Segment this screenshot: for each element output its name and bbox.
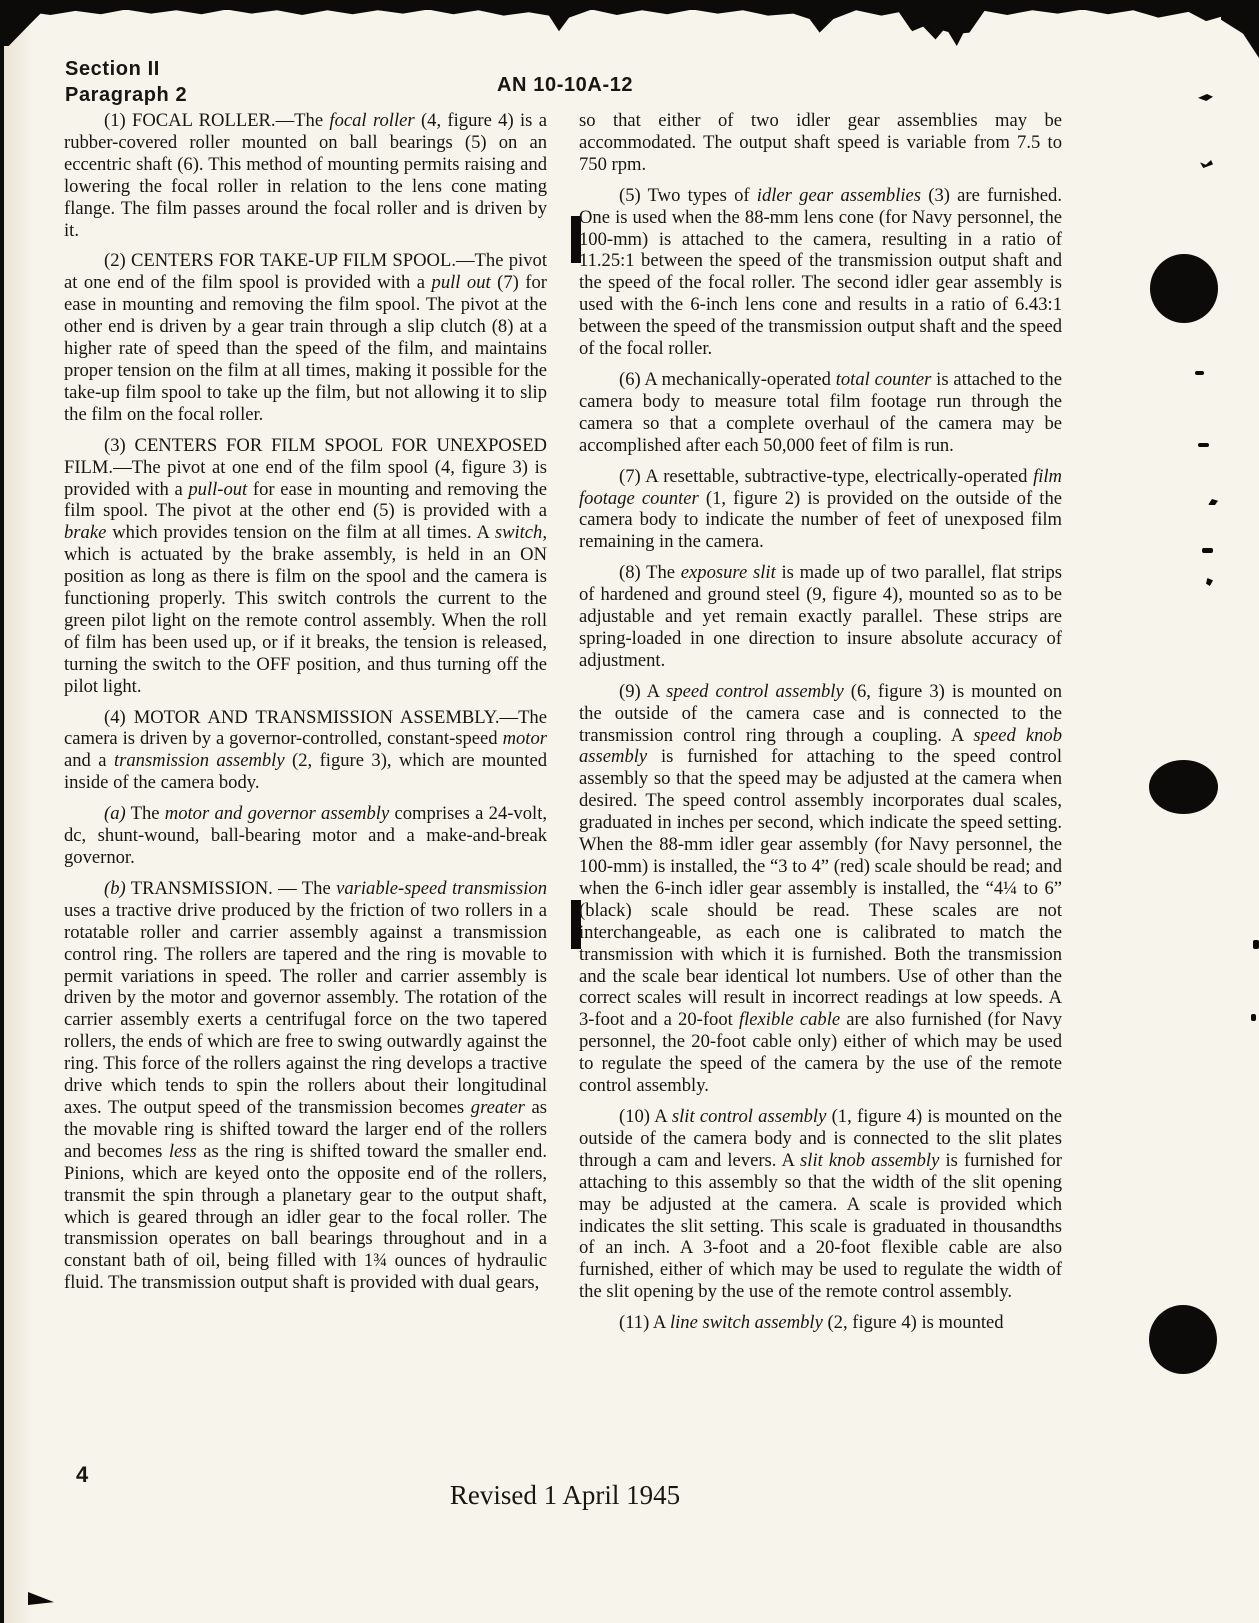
scan-speck [1200, 160, 1213, 168]
page-number: 4 [76, 1462, 89, 1487]
document-number: AN 10-10A-12 [497, 74, 634, 96]
right-column [579, 110, 1062, 1343]
paragraph: (6) A mechanically-operated total counter is attached to the camera body to measure total film footage run through the camera so that a complete overhaul of the camera may be accomplished after each 50,000 feet of film is run. [579, 368, 1062, 456]
paragraph: so that either of two idler gear assemblies may be accommodated. The output shaft speed is variable from 7.5 to 750 rpm. [579, 110, 1062, 175]
scan-speck [1198, 443, 1209, 447]
paragraph: (3) CENTERS FOR FILM SPOOL FOR UNEXPOSED FILM.—The pivot at one end of the film spool (4, figure 3) is provided with a pull-out for ease in mounting and removing the film spool. The pivot at the other end (5) is provided with a brake which provides tension on the film at all times. A switch, which is actuated by the brake assembly, is held in an ON position as long as there is film on the spool and the camera is functioning properly. This switch controls the current to the green pilot light on the remote control assembly. When the roll of film has been used up, or if it breaks, the tension is released, turning the switch to the OFF position, and thus turning off the pilot light. [64, 434, 547, 697]
punch-hole-dot-icon [1149, 760, 1218, 814]
paragraph: (1) FOCAL ROLLER.—The focal roller (4, figure 4) is a rubber-covered roller mounted on ball bearings (5) on an eccentric shaft (6). This method of mounting permits raising and lowering the focal roller in relation to the lens cone mating flange. The film passes around the focal roller and is driven by it. [64, 110, 547, 241]
paragraph: (2) CENTERS FOR TAKE-UP FILM SPOOL.—The pivot at one end of the film spool is provided with a pull out (7) for ease in mounting and removing the film spool. The pivot at the other end is driven by a gear train through a slip clutch (8) at a higher rate of speed than the speed of the film, and maintains proper tension on the film at all times, making it possible for the take-up film spool to take up the film, but not allowing it to slip the film on the focal roller. [64, 250, 547, 425]
scan-left-edge-strip [0, 0, 4, 1623]
paragraph: (11) A line switch assembly (2, figure 4) is mounted [619, 1312, 1004, 1334]
masthead [65, 56, 187, 108]
paper-edge-shading [0, 0, 34, 1623]
section-label: Section II [65, 58, 160, 80]
scan-speck [1198, 94, 1213, 101]
punch-hole-dot-icon [1149, 1305, 1217, 1374]
revision-note: Revised 1 April 1945 [449, 1480, 681, 1510]
left-column [64, 110, 547, 1303]
scan-corner-top-right [1221, 0, 1259, 58]
punch-hole-dot-icon [1150, 254, 1218, 323]
scan-top-blob-icon [912, 0, 968, 46]
paragraph: (8) The exposure slit is made up of two parallel, flat strips of hardened and ground steel (9, figure 4), mounted so as to be adjustable and yet remain exactly parallel. These strips are spring-loaded in one direction to insure absolute accuracy of adjustment. [579, 562, 1062, 671]
scan-speck [1251, 1014, 1256, 1021]
paragraph: (5) Two types of idler gear assemblies (3) are furnished. One is used when the 88-mm lens cone (for Navy personnel, the 100-mm) is attached to the camera, resulting in a ratio of 11.25:1 between the speed of the transmission output shaft and the speed of the focal roller. The second idler gear assembly is used with the 6-inch lens cone and results in a ratio of 6.43:1 between the speed of the transmission output shaft and the speed of the focal roller. [579, 184, 1062, 360]
paragraph: (10) A slit control assembly (1, figure 4) is mounted on the outside of the camera body and is connected to the slit plates through a cam and levers. A slit knob assembly is furnished for attaching to this assembly so that the width of the slit opening may be adjusted at the camera. A scale is provided which indicates the slit setting. This scale is graduated in thousandths of an inch. A 3-foot and a 20-foot flexible cable are also furnished, either of which may be used to regulate the width of the slit opening by the use of the remote control assembly. [579, 1105, 1063, 1303]
paragraph: (a) The motor and governor assembly comprises a 24-volt, dc, shunt-wound, ball-bearing motor and a make-and-break governor. [64, 803, 548, 868]
paragraph: (b) TRANSMISSION. — The variable-speed transmission uses a tractive drive produced by the friction of two rollers in a rotatable roller and carrier assembly against a transmission control ring. The rollers are tapered and the ring is movable to permit variations in speed. The roller and carrier assembly is driven by the motor and governor assembly. The rotation of the carrier assembly exerts a centrifugal force on the two tapered rollers, the ends of which are free to swing outwardly against the ring. This force of the rollers against the ring develops a tractive drive which tends to spin the rollers about their longitudinal axes. The output speed of the transmission becomes greater as the movable ring is shifted toward the larger end of the rollers and becomes less as the ring is shifted toward the smaller end. Pinions, which are keyed onto the opposite end of the rollers, transmit the spin through a planetary gear to the output shaft, which is geared through an idler gear to the focal roller. The transmission operates on ball bearings throughout and in a constant bath of oil, being filled with 1¾ ounces of hydraulic fluid. The transmission output shaft is provided with dual gears, [64, 877, 548, 1294]
arrow-wedge-icon [28, 1592, 54, 1605]
scan-speck [1195, 371, 1204, 375]
scan-speck [1206, 578, 1213, 586]
scan-top-edge-ragged [0, 0, 1259, 34]
scan-speck [1253, 940, 1259, 949]
paragraph: (9) A speed control assembly (6, figure 3) is mounted on the outside of the camera case and is connected to the transmission control ring through a coupling. A speed knob assembly is furnished for attaching to the speed control assembly so that the speed may be adjusted at the camera when desired. The speed control assembly incorporates dual scales, graduated in inches per second, which indicate the speed setting. When the 88-mm idler gear assembly (for Navy personnel, the 100-mm) is installed, the “3 to 4” (red) scale should be read; and when the 6-inch idler gear assembly is installed, the “4¼ to 6” (black) scale should be read. These scales are not interchangeable, as each one is calibrated to match the transmission with which it is furnished. Both the transmission and the scale bear identical lot numbers. Use of other than the correct scales will result in incorrect readings at low speeds. A 3-foot and a 20-foot flexible cable are also furnished (for Navy personnel, the 20-foot cable only) either of which may be used to regulate the speed of the camera by the use of the remote control assembly. [579, 680, 1062, 1097]
paragraph: (7) A resettable, subtractive-type, electrically-operated film footage counter (1, figure 2) is provided on the outside of the camera body to indicate the number of feet of unexposed film remaining in the camera. [579, 465, 1063, 553]
scan-speck [1208, 499, 1218, 505]
paragraph: (4) MOTOR AND TRANSMISSION ASSEMBLY.—The camera is driven by a governor-controlled, constant-speed motor and a transmission assembly (2, figure 3), which are mounted inside of the camera body. [64, 706, 548, 794]
scan-speck [1202, 548, 1213, 553]
paragraph-label: Paragraph 2 [65, 84, 188, 106]
